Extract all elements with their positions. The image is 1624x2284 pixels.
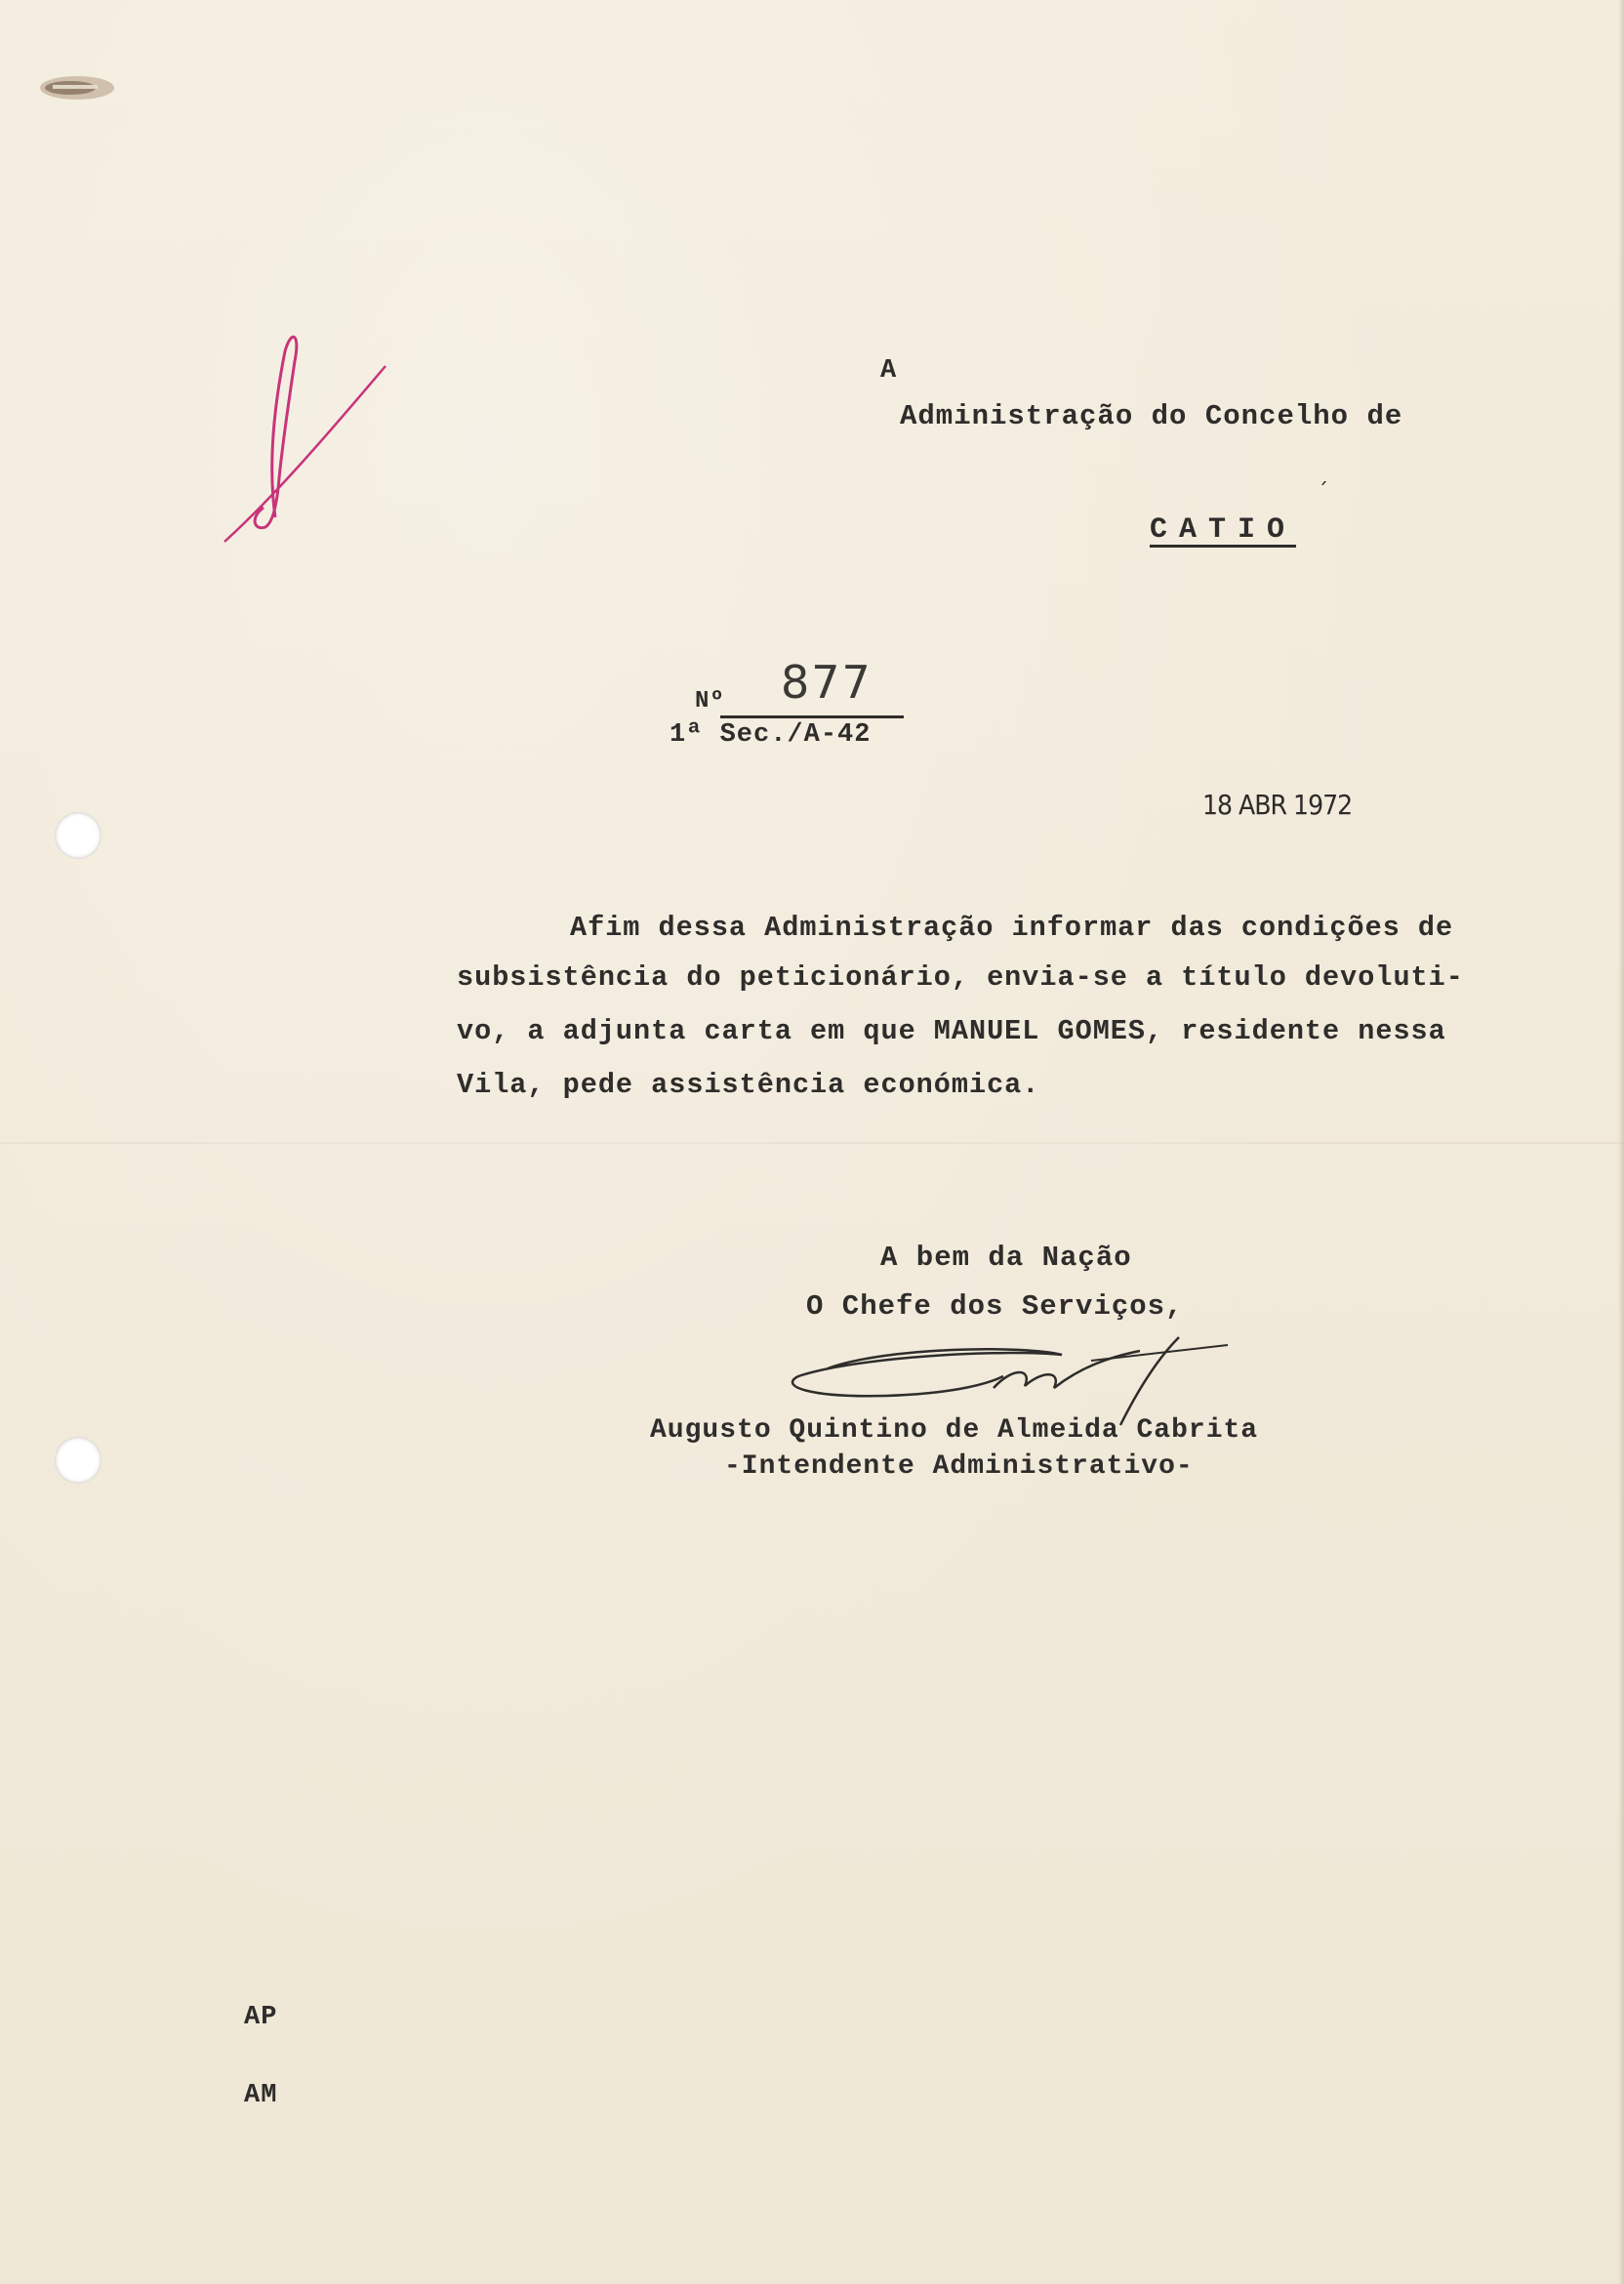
closing-line-2: O Chefe dos Serviços, xyxy=(806,1290,1184,1323)
initials-am: AM xyxy=(244,2081,278,2110)
initials-ap: AP xyxy=(244,2003,278,2032)
reference-number-label: Nº xyxy=(695,688,725,714)
signatory-title: -Intendente Administrativo- xyxy=(724,1451,1194,1482)
paper-fold xyxy=(0,1142,1624,1144)
body-line-2: subsistência do peticionário, envia-se a título devoluti- xyxy=(457,961,1464,994)
handwritten-margin-mark-icon xyxy=(215,322,390,556)
reference-section: 1ª Sec./A-42 xyxy=(670,720,872,750)
signatory-name: Augusto Quintino de Almeida Cabrita xyxy=(650,1415,1259,1446)
body-line-3: vo, a adjunta carta em que MANUEL GOMES, residente nessa xyxy=(457,1015,1446,1047)
addressee-line: Administração do Concelho de xyxy=(900,400,1403,432)
date-stamp: 18 ABR 1972 xyxy=(1202,789,1353,821)
punch-hole xyxy=(55,1437,102,1484)
accent-mark: ´ xyxy=(1318,480,1328,505)
closing-line-1: A bem da Nação xyxy=(880,1242,1132,1274)
punch-hole xyxy=(55,812,102,859)
body-line-1: Afim dessa Administração informar das condições de xyxy=(570,912,1454,944)
reference-rule xyxy=(720,715,904,718)
body-line-4: Vila, pede assistência económica. xyxy=(457,1069,1040,1101)
rust-stain-icon xyxy=(23,59,131,117)
addressee-prefix: A xyxy=(880,356,898,386)
reference-number: 877 xyxy=(781,656,873,709)
addressee-city: CATIO xyxy=(1150,513,1297,547)
